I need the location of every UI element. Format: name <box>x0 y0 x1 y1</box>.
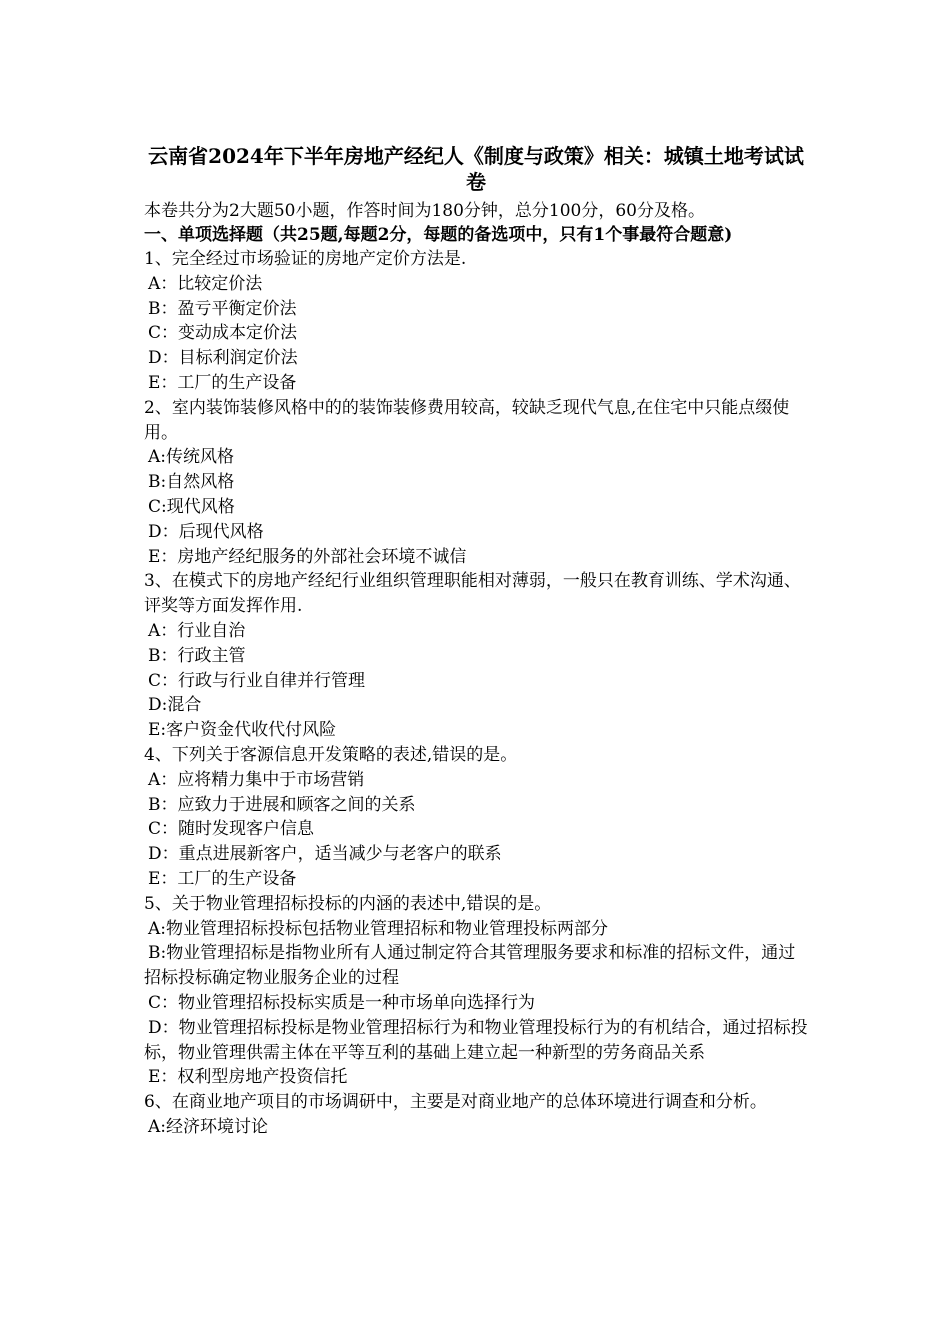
option-e: E：工厂的生产设备 <box>148 372 297 393</box>
question-stem: 6、在商业地产项目的市场调研中，主要是对商业地产的总体环境进行调查和分析。 <box>144 1092 767 1113</box>
question-stem: 1、完全经过市场验证的房地产定价方法是. <box>144 249 467 269</box>
option-a: A：应将精力集中于市场营销 <box>148 769 365 790</box>
option-e: E：房地产经纪服务的外部社会环境不诚信 <box>148 546 467 567</box>
question-3 <box>144 569 808 743</box>
option-a: A:传统风格 <box>148 447 235 468</box>
option-a: A:物业管理招标投标包括物业管理招标和物业管理投标两部分 <box>148 918 609 939</box>
option-c: C：随时发现客户信息 <box>148 819 315 840</box>
option-c: C：行政与行业自律并行管理 <box>148 670 366 691</box>
option-d: D:混合 <box>148 695 202 716</box>
option-b: B:自然风格 <box>148 472 235 493</box>
section-heading: 一、单项选择题（共25题,每题2分，每题的备选项中，只有1个事最符合题意) <box>144 225 733 245</box>
option-b: B：行政主管 <box>148 645 246 666</box>
option-b: B:物业管理招标是指物业所有人通过制定符合其管理服务要求和标准的招标文件，通过招标投标确定物业服务企业的过程 <box>144 943 796 989</box>
option-a: A：行业自治 <box>148 620 246 641</box>
option-d: D：重点进展新客户，适当减少与老客户的联系 <box>148 844 502 865</box>
question-2 <box>144 396 808 570</box>
option-c: C:现代风格 <box>148 496 235 517</box>
question-6 <box>144 1090 808 1140</box>
option-b: B：盈亏平衡定价法 <box>148 298 297 319</box>
option-e: E：权利型房地产投资信托 <box>148 1067 348 1088</box>
option-b: B：应致力于进展和顾客之间的关系 <box>148 794 416 815</box>
option-e: E:客户资金代收代付风险 <box>148 720 337 741</box>
option-e: E：工厂的生产设备 <box>148 868 297 889</box>
question-4 <box>144 743 808 892</box>
option-c: C：物业管理招标投标实质是一种市场单向选择行为 <box>148 992 536 1013</box>
question-5 <box>144 892 808 1090</box>
question-stem: 2、室内装饰装修风格中的的装饰装修费用较高，较缺乏现代气息,在住宅中只能点缀使用。 <box>144 397 790 443</box>
option-d: D：物业管理招标投标是物业管理招标行为和物业管理投标行为的有机结合，通过招标投标，物业管理供需主体在平等互利的基础上建立起一种新型的劳务商品关系 <box>144 1017 808 1063</box>
question-stem: 5、关于物业管理招标投标的内涵的表述中,错误的是。 <box>144 893 552 914</box>
option-d: D：后现代风格 <box>148 521 264 542</box>
question-stem: 3、在模式下的房地产经纪行业组织管理职能相对薄弱，一般只在教育训练、学术沟通、评奖等方面发挥作用. <box>144 571 801 617</box>
document-title: 云南省2024年下半年房地产经纪人《制度与政策》相关：城镇土地考试试卷 <box>148 144 804 194</box>
option-d: D：目标利润定价法 <box>148 348 298 369</box>
question-stem: 4、下列关于客源信息开发策略的表述,错误的是。 <box>144 744 518 765</box>
option-a: A:经济环境讨论 <box>148 1116 269 1137</box>
exam-intro: 本卷共分为2大题50小题，作答时间为180分钟，总分100分，60分及格。 <box>144 201 705 221</box>
option-c: C：变动成本定价法 <box>148 323 298 344</box>
option-a: A：比较定价法 <box>148 273 263 294</box>
document-page <box>144 143 808 1140</box>
question-1 <box>144 247 808 396</box>
